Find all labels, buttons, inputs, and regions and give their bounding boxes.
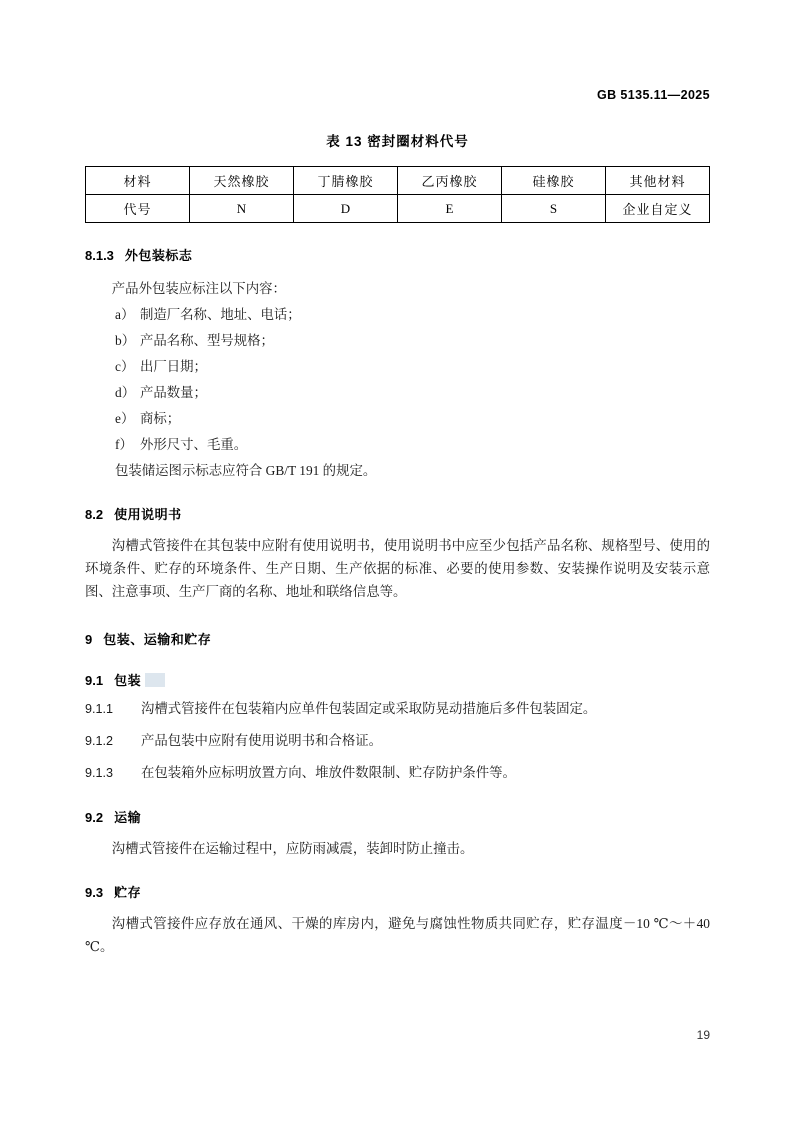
list-item-marker: e） (115, 411, 135, 426)
list-item (85, 433, 710, 456)
heading-number: 8.2 (85, 507, 104, 522)
heading-title: 使用说明书 (114, 507, 182, 522)
section-8-2 (85, 504, 710, 603)
list-item-marker: c） (115, 359, 135, 374)
page-content (85, 130, 710, 958)
paragraph-9-2: 沟槽式管接件在运输过程中，应防雨减震，装卸时防止撞击。 (111, 841, 474, 856)
clause-item-number: 9.1.1 (85, 702, 114, 716)
table-row (86, 195, 710, 223)
heading-8-1-3 (85, 245, 710, 264)
list-item-marker: d） (115, 385, 136, 400)
heading-number: 8.1.3 (85, 248, 114, 263)
heading-title: 包装 (114, 673, 142, 688)
heading-title: 贮存 (114, 885, 142, 900)
paragraph-9-3: 沟槽式管接件应存放在通风、干燥的库房内，避免与腐蚀性物质共同贮存，贮存温度－10 ℃～＋40 ℃。 (85, 916, 710, 954)
section-9-3 (85, 882, 710, 958)
clause-item-9-1-3 (85, 761, 710, 785)
list-item-text: 产品名称、型号规格； (140, 333, 274, 348)
packaging-marking-note: 包装储运图示标志应符合 GB/T 191 的规定。 (115, 463, 377, 478)
paragraph-8-2: 沟槽式管接件在其包装中应附有使用说明书，使用说明书中应至少包括产品名称、规格型号、使用的环境条件、贮存的环境条件、生产日期、生产依据的标准、必要的使用参数、安装操作说明及安装示意图、注意事项、生产厂商的名称、地址和联络信息等。 (85, 538, 710, 599)
list-item-text: 产品数量； (140, 385, 207, 400)
clause-item-number: 9.1.3 (85, 766, 114, 780)
page-number: 19 (696, 1028, 710, 1042)
list-item-text: 制造厂名称、地址、电话； (140, 307, 301, 322)
list-item (85, 329, 710, 352)
table-caption: 表 13 密封圈材料代号 (326, 134, 469, 149)
table-cell-material-label: 材料 (86, 167, 190, 195)
heading-9-1 (85, 670, 710, 689)
clause-item-text: 沟槽式管接件在包装箱内应单件包装固定或采取防晃动措施后多件包装固定。 (141, 701, 597, 716)
list-item-marker: b） (115, 333, 136, 348)
list-item-marker: a） (115, 307, 135, 322)
list-item (85, 303, 710, 326)
heading-number: 9 (85, 632, 93, 647)
clause-item-9-1-1 (85, 697, 710, 721)
heading-number: 9.1 (85, 673, 104, 688)
table-cell-code-4: S (502, 195, 606, 223)
standard-number: GB 5135.11—2025 (596, 88, 710, 102)
heading-8-2 (85, 504, 710, 523)
table-cell-material-4: 硅橡胶 (502, 167, 606, 195)
section-8-1-3 (85, 245, 710, 482)
heading-number: 9.2 (85, 810, 104, 825)
table-cell-material-1: 天然橡胶 (190, 167, 294, 195)
heading-9-3 (85, 882, 710, 901)
list-item-marker: f） (115, 437, 133, 452)
heading-title: 外包装标志 (124, 248, 193, 263)
list-item (85, 381, 710, 404)
clause-item-text: 产品包装中应附有使用说明书和合格证。 (141, 733, 383, 748)
text-highlight-marker (145, 673, 165, 687)
packaging-marking-list (85, 303, 710, 456)
list-item-text: 外形尺寸、毛重。 (140, 437, 248, 452)
list-item (85, 355, 710, 378)
table-cell-code-label: 代号 (86, 195, 190, 223)
table-cell-code-3: E (398, 195, 502, 223)
running-header (85, 88, 710, 102)
heading-title: 包装、运输和贮存 (103, 632, 212, 647)
table-row (86, 167, 710, 195)
heading-9 (85, 629, 710, 648)
heading-9-2 (85, 807, 710, 826)
section-9 (85, 629, 710, 648)
list-item (85, 407, 710, 430)
clause-item-number: 9.1.2 (85, 734, 114, 748)
table-cell-material-5: 其他材料 (606, 167, 710, 195)
list-item-text: 商标； (140, 411, 181, 426)
heading-title: 运输 (114, 810, 142, 825)
list-item-text: 出厂日期； (140, 359, 207, 374)
clause-item-9-1-2 (85, 729, 710, 753)
section-9-2 (85, 807, 710, 860)
table-cell-code-5: 企业自定义 (606, 195, 710, 223)
table-cell-material-2: 丁腈橡胶 (294, 167, 398, 195)
section-9-1 (85, 670, 710, 785)
list-lead-in: 产品外包装应标注以下内容： (111, 281, 286, 296)
clause-item-text: 在包装箱外应标明放置方向、堆放件数限制、贮存防护条件等。 (141, 765, 516, 780)
table-cell-code-2: D (294, 195, 398, 223)
seal-material-code-table (85, 166, 710, 223)
table-cell-material-3: 乙丙橡胶 (398, 167, 502, 195)
heading-number: 9.3 (85, 885, 104, 900)
table-cell-code-1: N (190, 195, 294, 223)
